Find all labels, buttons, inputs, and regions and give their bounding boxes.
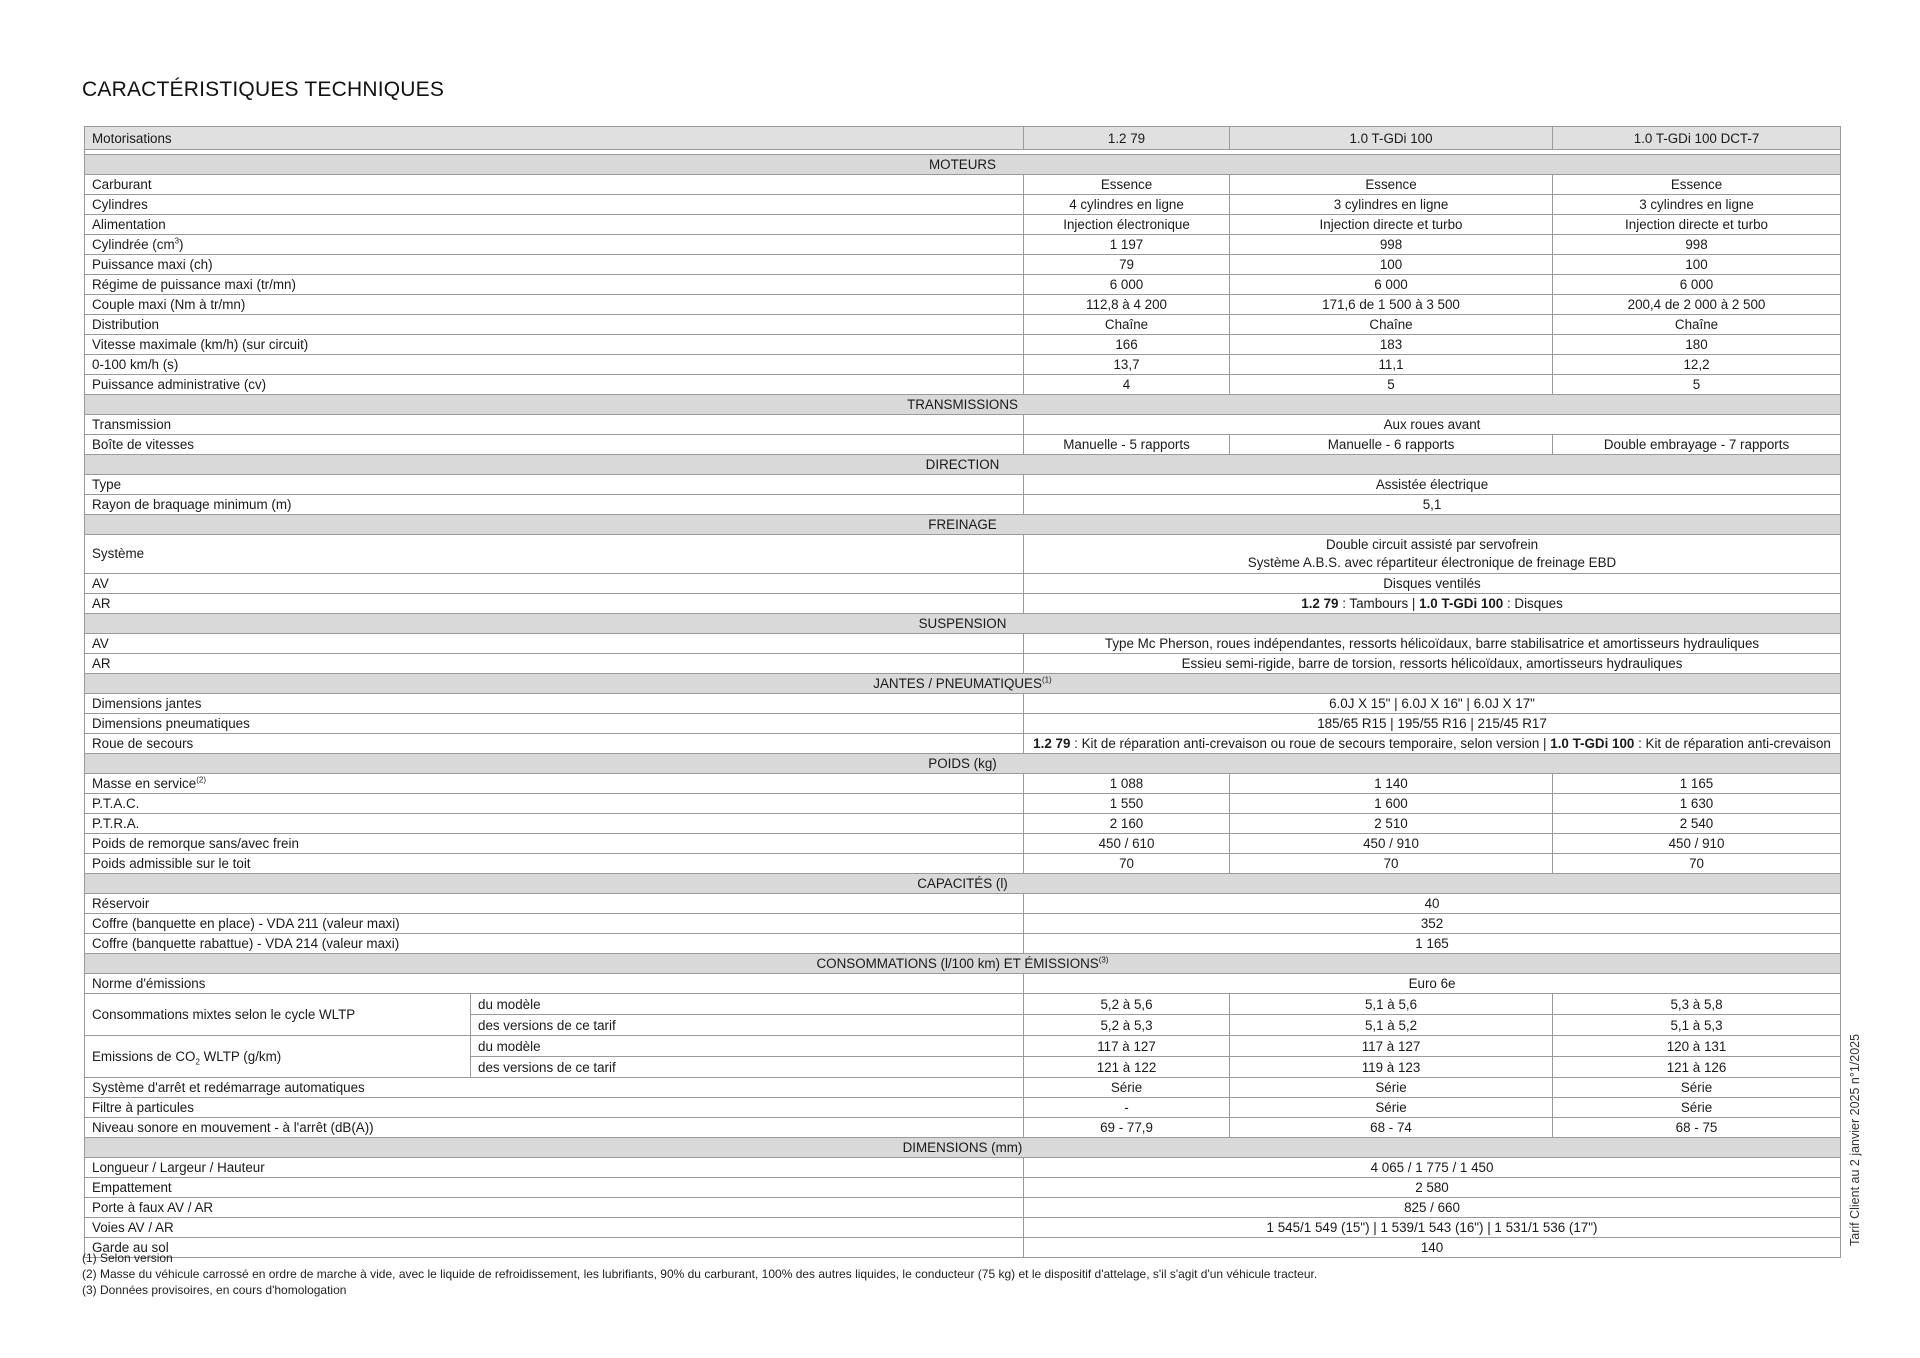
row-label: Empattement — [85, 1178, 1024, 1198]
value-cell: 5,1 à 5,6 — [1230, 994, 1553, 1015]
row-label: Boîte de vitesses — [85, 435, 1024, 455]
table-row — [85, 175, 1841, 195]
value-cell: Manuelle - 5 rapports — [1024, 435, 1230, 455]
section-dimensions — [85, 1138, 1841, 1158]
row-sublabel: du modèle — [471, 994, 1024, 1015]
table-row — [85, 994, 1841, 1015]
version-1: 1.2 79 — [1024, 127, 1230, 150]
row-label: Rayon de braquage minimum (m) — [85, 495, 1024, 515]
table-row — [85, 295, 1841, 315]
row-label: AV — [85, 634, 1024, 654]
table-row — [85, 415, 1841, 435]
value-cell: Injection électronique — [1024, 215, 1230, 235]
page-title: CARACTÉRISTIQUES TECHNIQUES — [82, 78, 445, 101]
value-cell: Essence — [1553, 175, 1841, 195]
value-cell: 5,1 à 5,2 — [1230, 1015, 1553, 1036]
value-cell: 121 à 126 — [1553, 1057, 1841, 1078]
value-cell: Injection directe et turbo — [1230, 215, 1553, 235]
value-cell: 68 - 75 — [1553, 1118, 1841, 1138]
value-cell: Aux roues avant — [1024, 415, 1841, 435]
value-cell: 5,3 à 5,8 — [1553, 994, 1841, 1015]
table-row — [85, 235, 1841, 255]
section-title: TRANSMISSIONS — [85, 395, 1841, 415]
value-cell: 1 545/1 549 (15") | 1 539/1 543 (16") | 1 531/1 536 (17") — [1024, 1218, 1841, 1238]
table-row — [85, 974, 1841, 994]
table-row — [85, 854, 1841, 874]
section-moteurs — [85, 155, 1841, 175]
table-row — [85, 734, 1841, 754]
value-cell: 450 / 610 — [1024, 834, 1230, 854]
row-label: P.T.R.A. — [85, 814, 1024, 834]
value-cell: - — [1024, 1098, 1230, 1118]
row-label: Filtre à particules — [85, 1098, 1024, 1118]
value-cell: 1 088 — [1024, 774, 1230, 794]
section-transmissions — [85, 395, 1841, 415]
table-row — [85, 535, 1841, 574]
footnote: (1) Selon version — [82, 1251, 173, 1265]
row-label: Coffre (banquette en place) - VDA 211 (valeur maxi) — [85, 914, 1024, 934]
row-label: P.T.A.C. — [85, 794, 1024, 814]
value-cell: 69 - 77,9 — [1024, 1118, 1230, 1138]
value-cell: Chaîne — [1553, 315, 1841, 335]
version-2: 1.0 T-GDi 100 — [1230, 127, 1553, 150]
value-cell: 166 — [1024, 335, 1230, 355]
value-cell: 6.0J X 15" | 6.0J X 16" | 6.0J X 17" — [1024, 694, 1841, 714]
value-cell: Euro 6e — [1024, 974, 1841, 994]
table-row — [85, 894, 1841, 914]
specs-table — [84, 126, 1841, 1258]
row-label: Porte à faux AV / AR — [85, 1198, 1024, 1218]
row-label: 0-100 km/h (s) — [85, 355, 1024, 375]
value-cell: 998 — [1553, 235, 1841, 255]
table-row — [85, 315, 1841, 335]
section-direction — [85, 455, 1841, 475]
value-cell: 2 510 — [1230, 814, 1553, 834]
value-cell: Type Mc Pherson, roues indépendantes, ressorts hélicoïdaux, barre stabilisatrice et amortisseurs hydrauliques — [1024, 634, 1841, 654]
section-title: POIDS (kg) — [85, 754, 1841, 774]
row-label: Système d'arrêt et redémarrage automatiques — [85, 1078, 1024, 1098]
value-cell: 1 140 — [1230, 774, 1553, 794]
value-cell: 6 000 — [1553, 275, 1841, 295]
value-cell: Série — [1553, 1098, 1841, 1118]
table-row — [85, 834, 1841, 854]
table-row — [85, 375, 1841, 395]
value-cell: 352 — [1024, 914, 1841, 934]
value-cell: Disques ventilés — [1024, 574, 1841, 594]
footnote-ref: (3) — [1098, 955, 1109, 965]
value-cell: 6 000 — [1024, 275, 1230, 295]
row-label: Vitesse maximale (km/h) (sur circuit) — [85, 335, 1024, 355]
value-cell: 100 — [1230, 255, 1553, 275]
table-row — [85, 574, 1841, 594]
table-row — [85, 1178, 1841, 1198]
section-title: DIMENSIONS (mm) — [85, 1138, 1841, 1158]
header-label: Motorisations — [85, 127, 1024, 150]
value-cell: 117 à 127 — [1230, 1036, 1553, 1057]
value-cell: 3 cylindres en ligne — [1553, 195, 1841, 215]
section-freinage — [85, 515, 1841, 535]
table-row — [85, 435, 1841, 455]
row-label: Roue de secours — [85, 734, 1024, 754]
value-cell: 120 à 131 — [1553, 1036, 1841, 1057]
value-cell: 450 / 910 — [1553, 834, 1841, 854]
value-cell: 998 — [1230, 235, 1553, 255]
value-cell: 1 197 — [1024, 235, 1230, 255]
row-label: Longueur / Largeur / Hauteur — [85, 1158, 1024, 1178]
value-cell: Manuelle - 6 rapports — [1230, 435, 1553, 455]
value-cell: 68 - 74 — [1230, 1118, 1553, 1138]
table-row — [85, 355, 1841, 375]
value-cell: 79 — [1024, 255, 1230, 275]
value-cell: 1 165 — [1024, 934, 1841, 954]
section-title: CONSOMMATIONS (l/100 km) ET ÉMISSIONS$^{(3)}$ — [85, 954, 1841, 974]
value-cell: 2 540 — [1553, 814, 1841, 834]
row-label: Système — [85, 535, 1024, 574]
row-label: Dimensions pneumatiques — [85, 714, 1024, 734]
table-row — [85, 335, 1841, 355]
row-label: Cylindres — [85, 195, 1024, 215]
value-cell: 5 — [1230, 375, 1553, 395]
value-cell: 5,1 à 5,3 — [1553, 1015, 1841, 1036]
table-row — [85, 1098, 1841, 1118]
value-cell: 180 — [1553, 335, 1841, 355]
table-row — [85, 654, 1841, 674]
section-title: DIRECTION — [85, 455, 1841, 475]
table-row — [85, 794, 1841, 814]
value-cell: 40 — [1024, 894, 1841, 914]
value-cell: 4 065 / 1 775 / 1 450 — [1024, 1158, 1841, 1178]
value-cell: 1.2 79 : Kit de réparation anti-crevaison ou roue de secours temporaire, selon version | 1.0 T-GDi 100 : Kit de réparation anti-crevaison — [1024, 734, 1841, 754]
value-cell: 70 — [1024, 854, 1230, 874]
value-cell: Série — [1024, 1078, 1230, 1098]
value-cell: 4 cylindres en ligne — [1024, 195, 1230, 215]
table-row — [85, 774, 1841, 794]
section-poids — [85, 754, 1841, 774]
row-label: Emissions de $CO_2$ WLTP (g/km) — [85, 1036, 471, 1078]
table-row — [85, 215, 1841, 235]
row-label: Dimensions jantes — [85, 694, 1024, 714]
row-label: Transmission — [85, 415, 1024, 435]
table-row — [85, 1118, 1841, 1138]
value-cell: 5,2 à 5,6 — [1024, 994, 1230, 1015]
value-cell: 121 à 122 — [1024, 1057, 1230, 1078]
table-row — [85, 694, 1841, 714]
row-label: Consommations mixtes selon le cycle WLTP — [85, 994, 471, 1036]
value-cell: 5,2 à 5,3 — [1024, 1015, 1230, 1036]
row-label: Voies AV / AR — [85, 1218, 1024, 1238]
value-cell: 70 — [1230, 854, 1553, 874]
value-cell: Double circuit assisté par servofrein Système A.B.S. avec répartiteur électronique de freinage EBD — [1024, 535, 1841, 574]
row-label: Garde au sol — [85, 1238, 1024, 1258]
table-row — [85, 1078, 1841, 1098]
value-cell: 171,6 de 1 500 à 3 500 — [1230, 295, 1553, 315]
value-cell: 185/65 R15 | 195/55 R16 | 215/45 R17 — [1024, 714, 1841, 734]
section-title: SUSPENSION — [85, 614, 1841, 634]
table-row — [85, 195, 1841, 215]
value-cell: 183 — [1230, 335, 1553, 355]
row-label: Masse en service$^{(2)}$ — [85, 774, 1024, 794]
value-cell: 5 — [1553, 375, 1841, 395]
table-row — [85, 275, 1841, 295]
value-cell: 3 cylindres en ligne — [1230, 195, 1553, 215]
value-cell: Double embrayage - 7 rapports — [1553, 435, 1841, 455]
table-row — [85, 1198, 1841, 1218]
value-cell: Essence — [1230, 175, 1553, 195]
row-label: Coffre (banquette rabattue) - VDA 214 (valeur maxi) — [85, 934, 1024, 954]
header-row — [85, 127, 1841, 150]
value-cell: 1.2 79 : Tambours | 1.0 T-GDi 100 : Disques — [1024, 594, 1841, 614]
section-suspension — [85, 614, 1841, 634]
value-cell: 12,2 — [1553, 355, 1841, 375]
value-cell: Assistée électrique — [1024, 475, 1841, 495]
section-title: CAPACITÉS (l) — [85, 874, 1841, 894]
value-cell: Essence — [1024, 175, 1230, 195]
section-conso — [85, 954, 1841, 974]
value-cell: 119 à 123 — [1230, 1057, 1553, 1078]
row-label: Norme d'émissions — [85, 974, 1024, 994]
table-row — [85, 814, 1841, 834]
row-label: Alimentation — [85, 215, 1024, 235]
value-cell: 825 / 660 — [1024, 1198, 1841, 1218]
value-cell: 100 — [1553, 255, 1841, 275]
section-title: FREINAGE — [85, 515, 1841, 535]
value-cell: Série — [1230, 1078, 1553, 1098]
row-label: AR — [85, 594, 1024, 614]
row-label: AV — [85, 574, 1024, 594]
side-note: Tarif Client au 2 janvier 2025 n°1/2025 — [1848, 1033, 1862, 1246]
value-cell: 140 — [1024, 1238, 1841, 1258]
footnote: (3) Données provisoires, en cours d'homologation — [82, 1283, 347, 1297]
footnote: (2) Masse du véhicule carrossé en ordre de marche à vide, avec le liquide de refroidissement, les lubrifiants, 90% du carburant, 100% des autres liquides, le conducteur (75 kg) et le dispositif d'attelage, s'il s'agit d'un véhicule tracteur. — [82, 1267, 1318, 1281]
row-sublabel: du modèle — [471, 1036, 1024, 1057]
value-cell: 13,7 — [1024, 355, 1230, 375]
value-cell: Essieu semi-rigide, barre de torsion, ressorts hélicoïdaux, amortisseurs hydrauliques — [1024, 654, 1841, 674]
value-cell: 200,4 de 2 000 à 2 500 — [1553, 295, 1841, 315]
section-title: JANTES / PNEUMATIQUES$^{(1)}$ — [85, 674, 1841, 694]
footnotes — [82, 1250, 1317, 1298]
row-label: Couple maxi (Nm à tr/mn) — [85, 295, 1024, 315]
table-row — [85, 714, 1841, 734]
row-label: AR — [85, 654, 1024, 674]
value-cell: Chaîne — [1230, 315, 1553, 335]
table-row — [85, 634, 1841, 654]
value-cell: 6 000 — [1230, 275, 1553, 295]
value-cell: 4 — [1024, 375, 1230, 395]
value-cell: 11,1 — [1230, 355, 1553, 375]
value-cell: 5,1 — [1024, 495, 1841, 515]
section-jantes — [85, 674, 1841, 694]
version-3: 1.0 T-GDi 100 DCT-7 — [1553, 127, 1841, 150]
value-cell: 1 550 — [1024, 794, 1230, 814]
value-cell: 112,8 à 4 200 — [1024, 295, 1230, 315]
table-row — [85, 594, 1841, 614]
table-row — [85, 475, 1841, 495]
row-sublabel: des versions de ce tarif — [471, 1015, 1024, 1036]
row-label: Puissance administrative (cv) — [85, 375, 1024, 395]
row-label: Puissance maxi (ch) — [85, 255, 1024, 275]
value-cell: Série — [1230, 1098, 1553, 1118]
section-capacites — [85, 874, 1841, 894]
table-row — [85, 1158, 1841, 1178]
table-row — [85, 934, 1841, 954]
value-cell: 1 165 — [1553, 774, 1841, 794]
table-row — [85, 1218, 1841, 1238]
row-sublabel: des versions de ce tarif — [471, 1057, 1024, 1078]
row-label: Cylindrée $(cm^3)$ — [85, 235, 1024, 255]
row-label: Type — [85, 475, 1024, 495]
value-cell: 2 580 — [1024, 1178, 1841, 1198]
table-row — [85, 255, 1841, 275]
row-label: Distribution — [85, 315, 1024, 335]
row-label: Réservoir — [85, 894, 1024, 914]
value-cell: 2 160 — [1024, 814, 1230, 834]
table-row — [85, 495, 1841, 515]
value-cell: Série — [1553, 1078, 1841, 1098]
value-cell: Injection directe et turbo — [1553, 215, 1841, 235]
value-cell: 1 600 — [1230, 794, 1553, 814]
value-cell: Chaîne — [1024, 315, 1230, 335]
value-cell: 450 / 910 — [1230, 834, 1553, 854]
footnote-ref: (1) — [1041, 675, 1052, 685]
value-cell: 117 à 127 — [1024, 1036, 1230, 1057]
row-label: Carburant — [85, 175, 1024, 195]
value-cell: 1 630 — [1553, 794, 1841, 814]
row-label: Poids admissible sur le toit — [85, 854, 1024, 874]
value-cell: 70 — [1553, 854, 1841, 874]
table-row — [85, 1036, 1841, 1057]
section-title: MOTEURS — [85, 155, 1841, 175]
row-label: Niveau sonore en mouvement - à l'arrêt (dB(A)) — [85, 1118, 1024, 1138]
row-label: Poids de remorque sans/avec frein — [85, 834, 1024, 854]
table-row — [85, 914, 1841, 934]
row-label: Régime de puissance maxi (tr/mn) — [85, 275, 1024, 295]
